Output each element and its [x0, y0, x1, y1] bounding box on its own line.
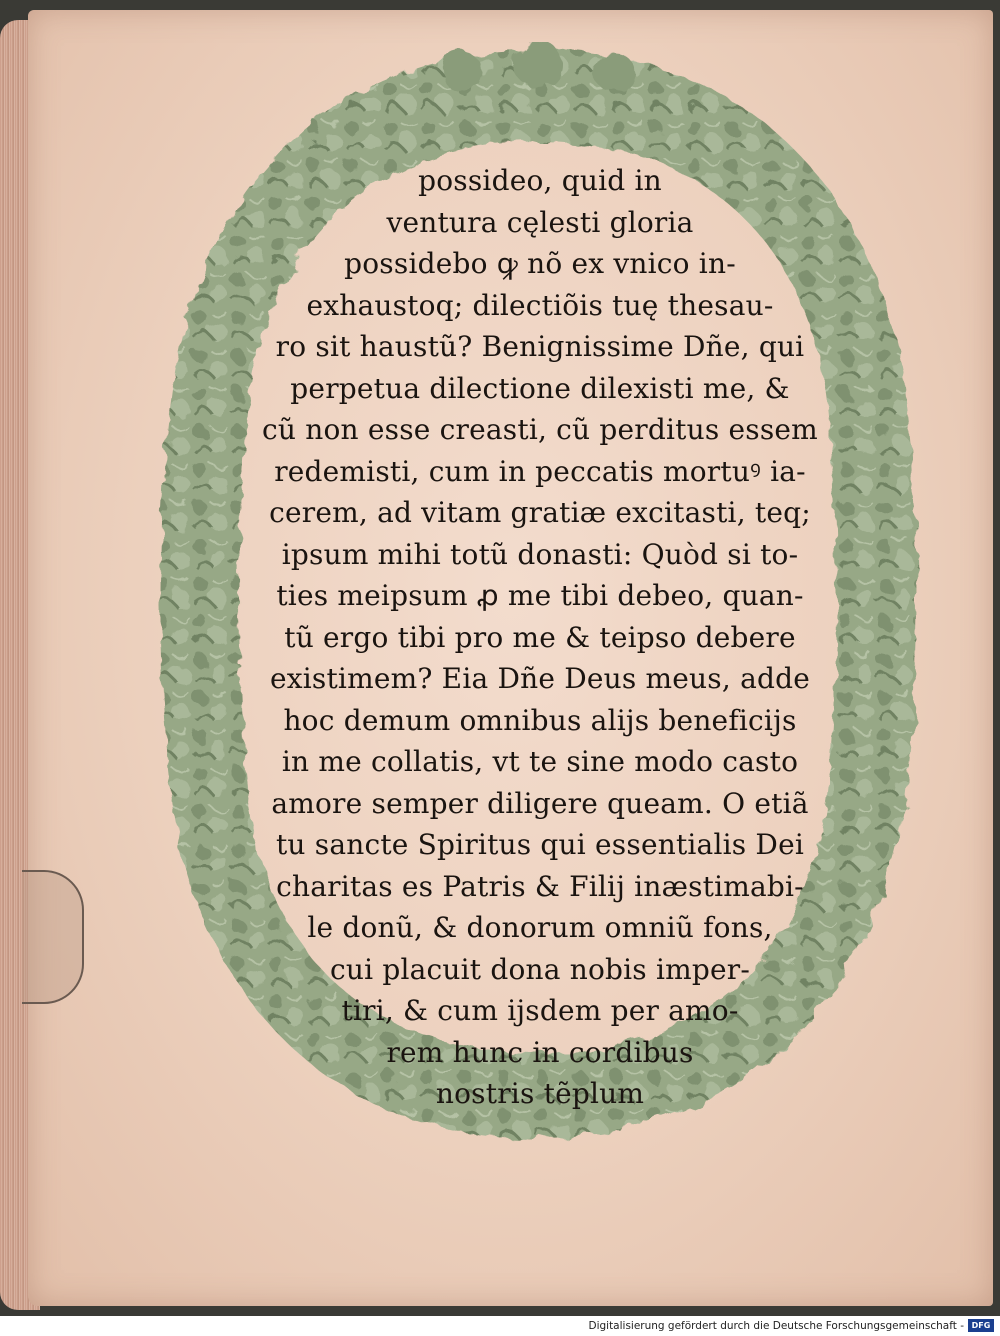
text-line: ipsum mihi totũ donasti: Quòd si to- — [281, 537, 799, 571]
text-line: cui placuit dona nobis imper- — [329, 952, 751, 986]
text-line: possideo, quid in — [418, 164, 662, 197]
text-line: exhaustoq; dilectiõis tuę thesau- — [306, 288, 774, 322]
book-clasp — [22, 870, 84, 1004]
footer-bar — [0, 1316, 1000, 1336]
page-text — [230, 160, 850, 1115]
text-line: redemisti, cum in peccatis mortuꝰ ia- — [274, 454, 806, 488]
text-line: cerem, ad vitam gratiæ excitasti, teq; — [269, 496, 811, 529]
text-line: possidebo ꝙ nõ ex vnico in- — [344, 247, 736, 280]
text-line: tiri, & cum ijsdem per amo- — [341, 994, 739, 1027]
text-line: ro sit haustũ? Benignissime Dñe, qui — [275, 330, 805, 363]
text-line: ties meipsum ꝓ me tibi debeo, quan- — [276, 579, 804, 612]
text-line: rem hunc in cordibus — [386, 1035, 694, 1069]
text-line: charitas es Patris & Filij inæstimabi- — [276, 869, 804, 903]
text-line: ventura cęlesti gloria — [386, 205, 694, 239]
text-line: existimem? Eia Dñe Deus meus, adde — [270, 662, 810, 695]
text-line: perpetua dilectione dilexisti me, & — [290, 371, 790, 405]
dfg-logo: DFG — [968, 1319, 994, 1332]
text-line: le donũ, & donorum omniũ fons, — [307, 911, 773, 944]
text-line: in me collatis, vt te sine modo casto — [281, 745, 799, 778]
text-line: hoc demum omnibus alijs beneficijs — [283, 703, 797, 737]
text-line: amore semper diligere queam. O etiã — [271, 786, 809, 820]
text-line: nostris tẽplum — [435, 1077, 645, 1110]
text-line: tũ ergo tibi pro me & teipso debere — [284, 620, 796, 654]
funding-credit: Digitalisierung gefördert durch die Deutsche Forschungsgemeinschaft - — [588, 1320, 964, 1332]
top-crest-ornament — [442, 42, 634, 92]
text-line: tu sancte Spiritus qui essentialis Dei — [275, 828, 805, 861]
text-line: cũ non esse creasti, cũ perditus essem — [262, 413, 818, 446]
